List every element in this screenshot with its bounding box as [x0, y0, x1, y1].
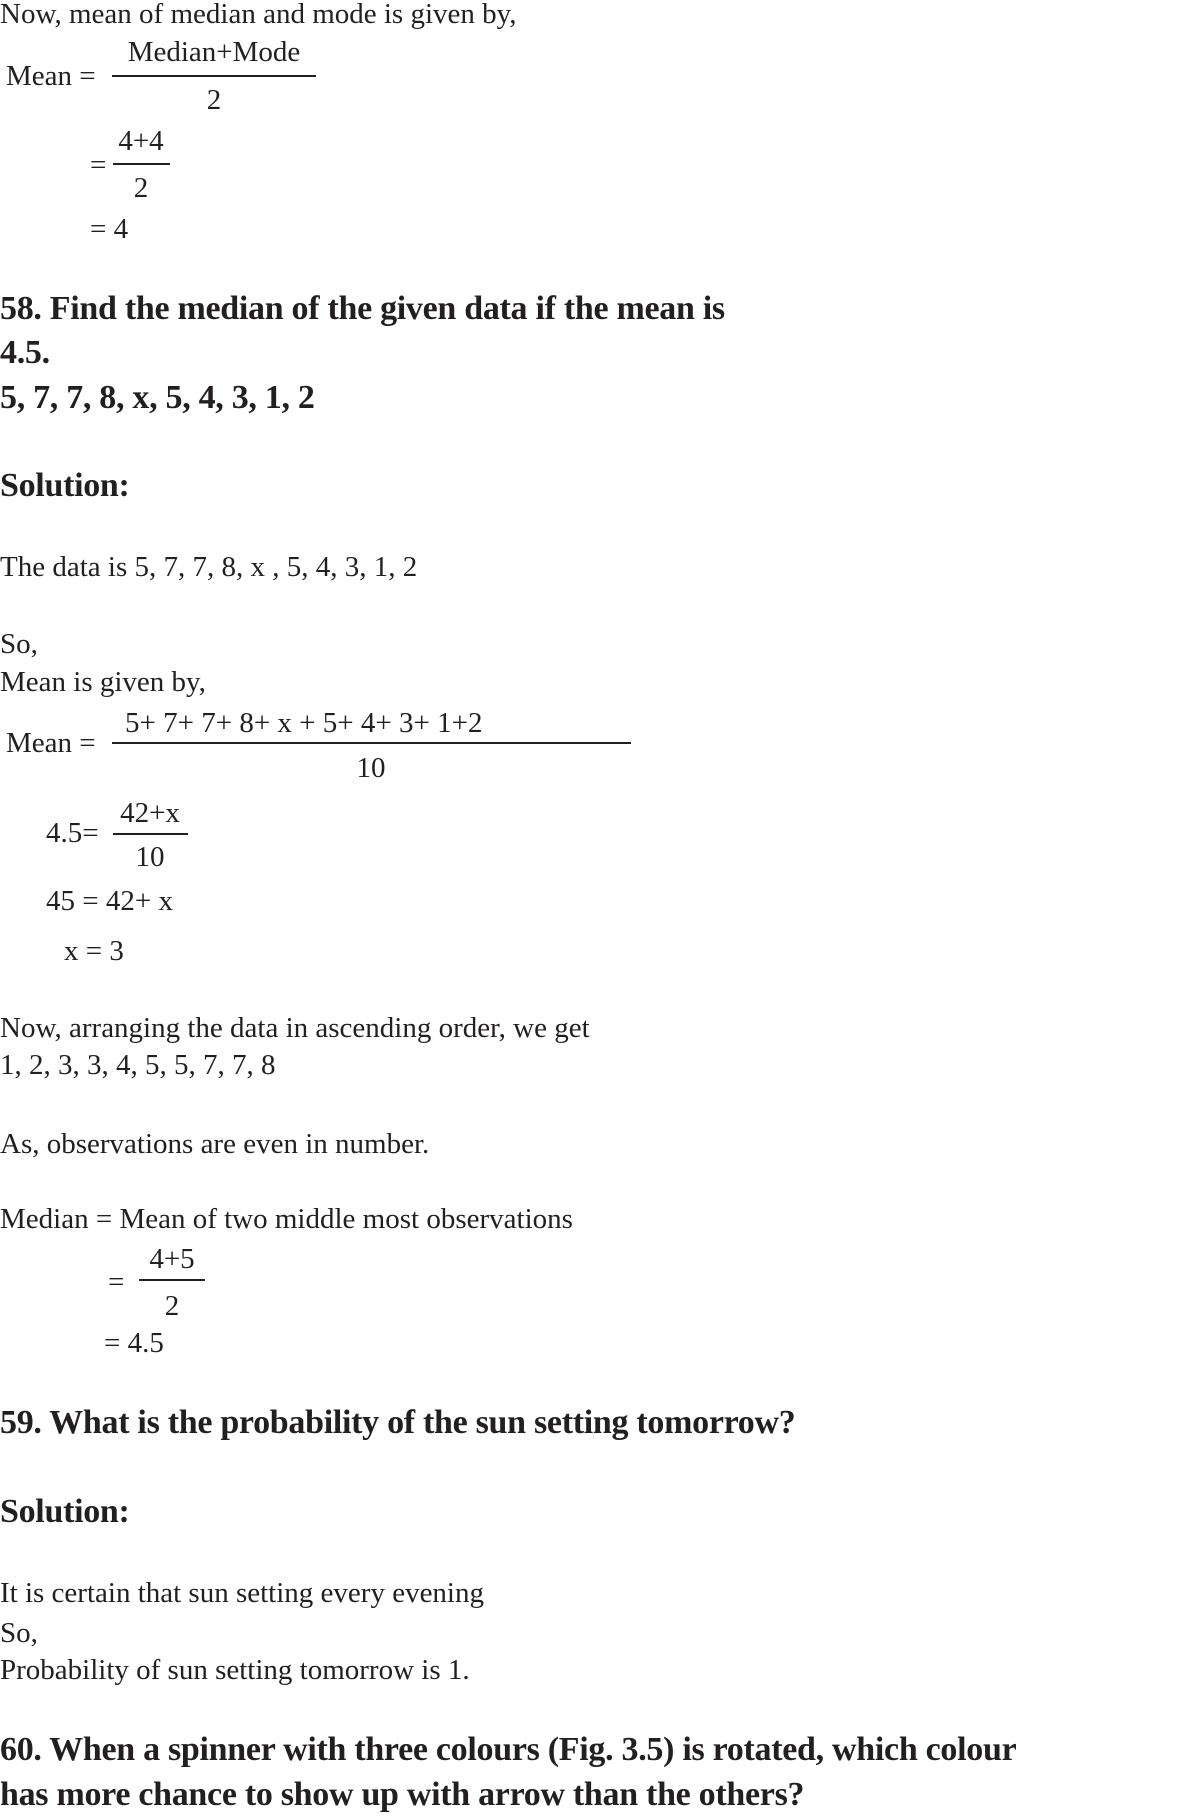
equals-sign: = [108, 1266, 125, 1298]
question-58-data: 5, 7, 7, 8, x, 5, 4, 3, 1, 2 [0, 379, 315, 416]
solution-line: So, [0, 1617, 38, 1649]
fraction-bar [113, 163, 170, 165]
fraction-numerator: 5+ 7+ 7+ 8+ x + 5+ 4+ 3+ 1+2 [125, 707, 483, 739]
fraction-bar [112, 75, 316, 77]
fraction-denominator: 2 [206, 84, 222, 116]
step2-text: 45 = 42+ x [46, 885, 173, 917]
result-text: = 4 [90, 213, 129, 245]
even-text: As, observations are even in number. [0, 1128, 430, 1160]
question-60-heading: has more chance to show up with arrow than the others? [0, 1776, 805, 1813]
fraction-numerator: 42+x [120, 797, 180, 829]
fraction-bar [112, 742, 631, 744]
fraction-numerator: Median+Mode [127, 36, 301, 68]
median-result: = 4.5 [104, 1327, 164, 1359]
fraction-denominator: 10 [356, 752, 386, 784]
solution-label: Solution: [0, 1493, 130, 1530]
question-58-heading: 58. Find the median of the given data if the mean is [0, 290, 725, 327]
solution-line: Probability of sun setting tomorrow is 1. [0, 1654, 470, 1686]
question-59-heading: 59. What is the probability of the sun setting tomorrow? [0, 1404, 796, 1441]
fraction-denominator: 2 [133, 172, 149, 204]
fraction-denominator: 2 [164, 1290, 180, 1322]
mean-label: Mean = [6, 727, 96, 759]
arrange-text: Now, arranging the data in ascending order, we get [0, 1012, 590, 1044]
median-definition: Median = Mean of two middle most observations [0, 1203, 573, 1235]
solution-label: Solution: [0, 467, 130, 504]
question-60-heading: 60. When a spinner with three colours (Fig. 3.5) is rotated, which colour [0, 1731, 1017, 1768]
question-58-heading: 4.5. [0, 334, 50, 371]
fraction-denominator: 10 [135, 841, 165, 873]
data-line: The data is 5, 7, 7, 8, x , 5, 4, 3, 1, 2 [0, 551, 418, 583]
mean-given-text: Mean is given by, [0, 666, 206, 698]
intro-text: Now, mean of median and mode is given by, [0, 0, 517, 30]
fraction-bar [113, 833, 188, 835]
fraction-numerator: 4+4 [118, 125, 164, 157]
step3-text: x = 3 [64, 935, 124, 967]
fraction-bar [139, 1279, 205, 1281]
sorted-data: 1, 2, 3, 3, 4, 5, 5, 7, 7, 8 [0, 1049, 276, 1081]
so-text: So, [0, 628, 38, 660]
step1-label: 4.5= [46, 817, 99, 849]
mean-label: Mean = [6, 60, 96, 92]
fraction-numerator: 4+5 [149, 1243, 195, 1275]
equals-sign: = [90, 149, 107, 181]
solution-line: It is certain that sun setting every evening [0, 1577, 484, 1609]
